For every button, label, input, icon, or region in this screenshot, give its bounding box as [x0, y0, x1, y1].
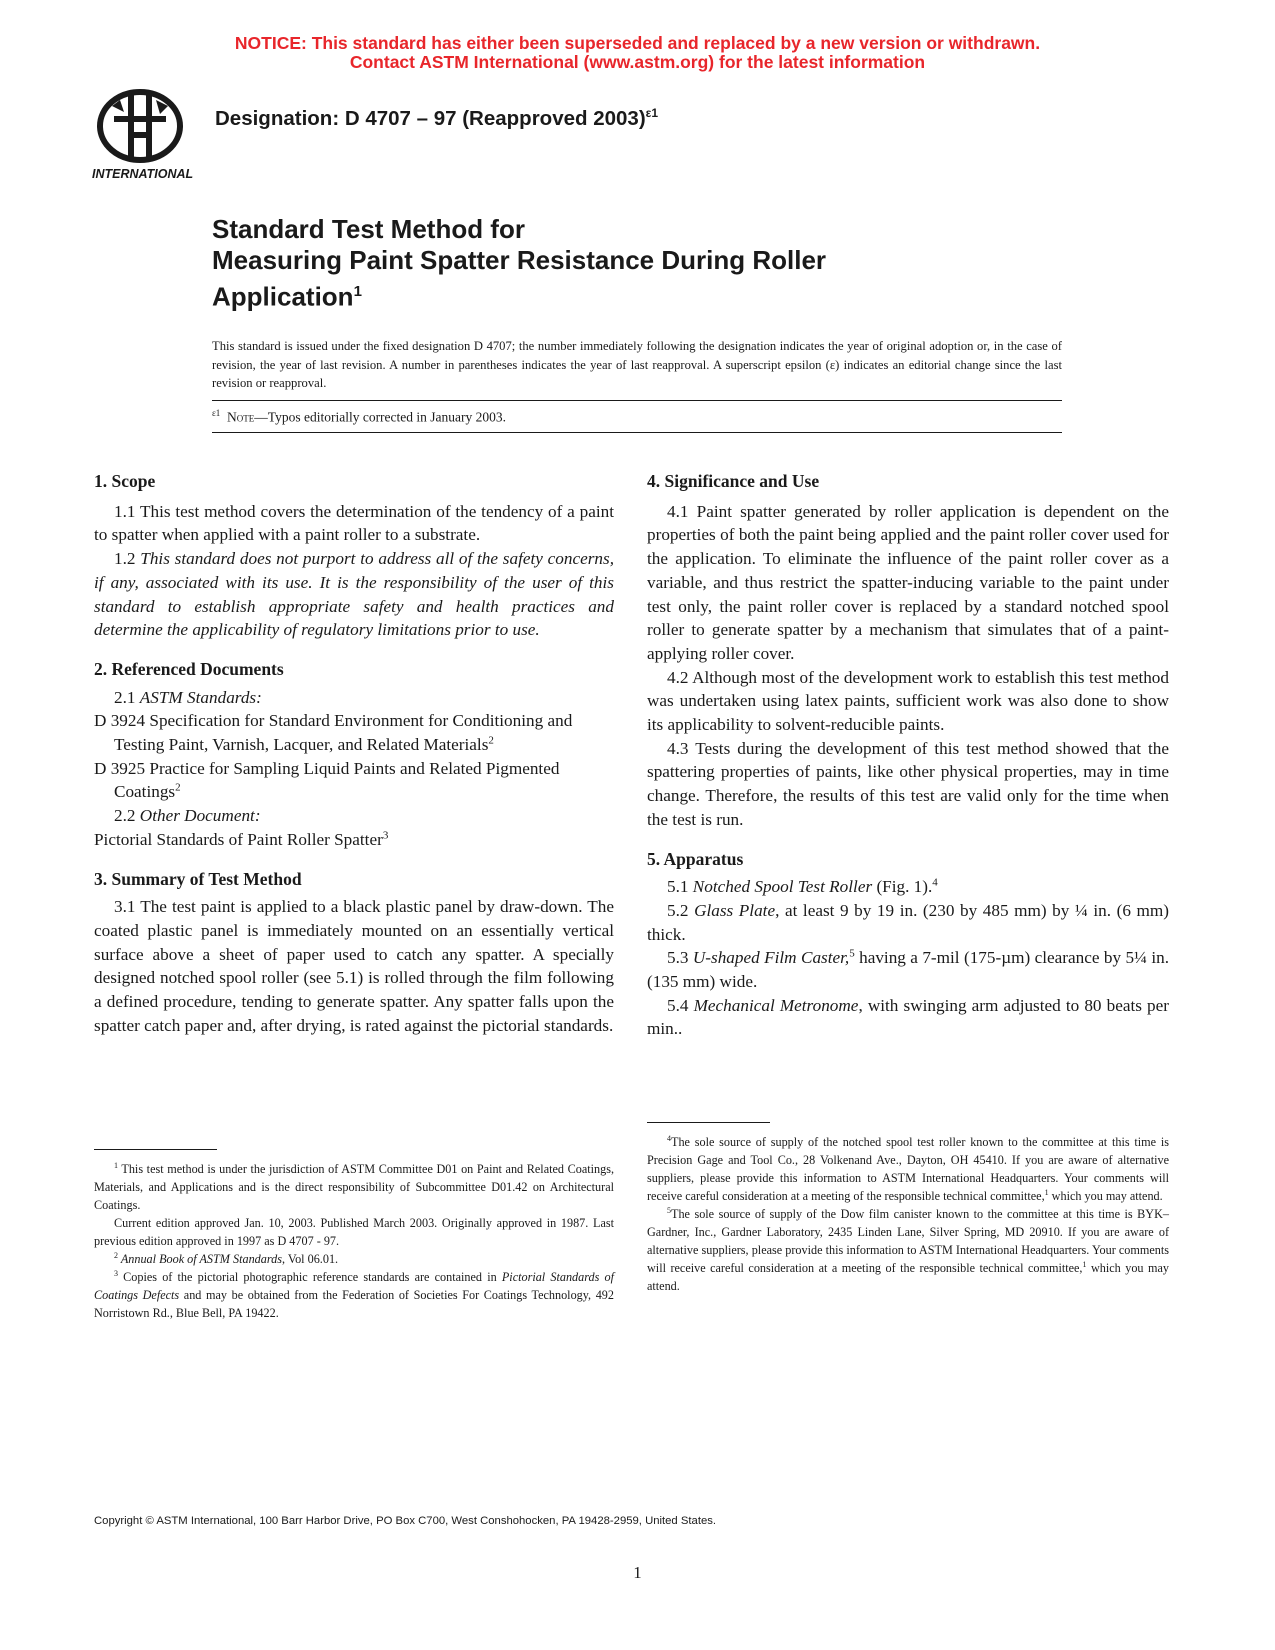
para-2-2: [94, 804, 614, 828]
para-4-2: 4.2 Although most of the development work to establish this test method was undertaken using latex paints, sufficient work was also done to show its applicability to solvent-reducible paints.: [647, 667, 1169, 735]
para-1-2-text: This standard does not purport to address all of the safety concerns, if any, associated with its use. It is the responsibility of the user of this standard to establish appropriate safety and health practices and determine the applicability of regulatory limitations prior to use.: [94, 549, 615, 640]
footnote-rule-right: [647, 1122, 770, 1123]
section-5-heading: 5. Apparatus: [647, 848, 744, 869]
para-1-1: 1.1 This test method covers the determination of the tendency of a paint to spatter when applied with a paint roller to a substrate.: [94, 501, 614, 545]
footnote-4: [647, 1133, 1169, 1205]
footnote-1: [94, 1160, 614, 1214]
right-column: [647, 470, 1169, 1041]
reference-pictorial-text: Pictorial Standards of Paint Roller Spatter: [94, 829, 383, 849]
para-5-4: [647, 994, 1169, 1041]
footnote-2-text: , Vol 06.01.: [281, 1252, 339, 1266]
footnote-5-sup: 5: [667, 1205, 671, 1215]
reference-d3925-text: D 3925 Practice for Sampling Liquid Paints and Related Pigmented Coatings: [94, 758, 560, 802]
title-line-3: Application: [212, 281, 354, 312]
astm-logo-mark: [90, 86, 200, 182]
para-5-3-em: U-shaped Film Caster,: [692, 948, 850, 968]
para-5-4-num: 5.4: [667, 995, 694, 1015]
notice-line-1: NOTICE: This standard has either been superseded and replaced by a new version or withdrawn.: [234, 33, 1041, 53]
para-4-1: 4.1 Paint spatter generated by roller application is dependent on the properties of both the paint being applied and the paint roller cover used for the application. To eliminate the influence of the paint roller cover as a variable, and thus restrict the spatter-inducing variable to the paint under test only, the paint roller cover is replaced by a standard notched spool roller to generate spatter by a mechanism that simulates that of a paint-applying roller cover.: [647, 501, 1169, 663]
footnote-2: [94, 1250, 614, 1268]
footnote-3: [94, 1268, 614, 1322]
reference-d3924-sup: 2: [488, 734, 494, 747]
footnote-2-sup: 2: [114, 1250, 118, 1260]
para-5-2: [647, 899, 1169, 946]
para-5-1: [647, 875, 1169, 899]
para-5-3-text: having a 7-mil (175-µm) clearance by 5¼ in. (135 mm) wide.: [647, 948, 1169, 992]
issued-statement: This standard is issued under the fixed designation D 4707; the number immediately following the designation indicates the year of original adoption or, in the case of revision, the year of last revision. A number in parentheses indicates the year of last reapproval. A superscript epsilon (ε) indicates an editorial change since the last revision or reapproval.: [212, 339, 1062, 390]
supersession-notice: [0, 34, 1275, 72]
editorial-note-label: Note: [227, 409, 255, 425]
para-5-1-text: (Fig. 1).: [872, 877, 933, 897]
footnote-4-end: which you may attend.: [1048, 1189, 1163, 1203]
footnote-5: [647, 1205, 1169, 1295]
para-5-2-em: Glass Plate: [694, 900, 776, 920]
para-5-4-text: , with swinging arm adjusted to 80 beats per min..: [647, 995, 1169, 1039]
para-3-1: 3.1 The test paint is applied to a black plastic panel by draw-down. The coated plastic panel is immediately mounted on an essentially vertical surface above a sheet of paper used to catch any spatter. A specially designed notched spool roller (see 5.1) is rolled through the film following a defined procedure, tending to generate spatter. Any spatter falls upon the spatter catch paper and, after drying, is rated against the pictorial standards.: [94, 897, 614, 1035]
page-number: 1: [633, 1563, 642, 1582]
section-3-heading: 3. Summary of Test Method: [94, 868, 302, 889]
footnote-4-sup: 4: [667, 1133, 671, 1143]
left-column: [94, 470, 614, 1037]
footnote-4-sup-2: 1: [1044, 1187, 1049, 1197]
document-title: [212, 214, 826, 313]
footnote-3-text-b: and may be obtained from the Federation of Societies For Coatings Technology, 492 Norristown Rd., Blue Bell, PA 19422.: [94, 1288, 614, 1320]
para-1-2-num: 1.2: [114, 549, 141, 569]
section-4-heading: 4. Significance and Use: [647, 471, 820, 491]
para-5-3-num: 5.3: [667, 948, 693, 968]
footnotes-left: [94, 1160, 614, 1322]
footnote-rule-left: [94, 1149, 217, 1150]
para-5-4-em: Mechanical Metronome: [693, 995, 859, 1015]
footnote-3-sup: 3: [114, 1268, 118, 1278]
logo-international-text: INTERNATIONAL: [92, 167, 194, 181]
copyright-line: Copyright © ASTM International, 100 Barr Harbor Drive, PO Box C700, West Conshohocken, PA 19428-2959, United States.: [94, 1515, 717, 1527]
divider-top: [212, 400, 1062, 401]
footnote-5-sup-2: 1: [1082, 1259, 1087, 1269]
para-4-3: 4.3 Tests during the development of this test method showed that the spattering properties of paints, like other physical properties, may in time change. Therefore, the results of this test are valid only for the time when the test is run.: [647, 738, 1169, 829]
editorial-note: [212, 408, 506, 426]
footnote-1-sup: 1: [114, 1160, 118, 1170]
para-1-2: [94, 547, 614, 642]
section-1-heading: 1. Scope: [94, 471, 156, 491]
para-2-2-num: 2.2: [114, 806, 140, 826]
title-footnote-ref: 1: [353, 283, 362, 300]
reference-pictorial-sup: 3: [382, 829, 389, 842]
para-5-3-sup: 5: [849, 947, 855, 960]
footnote-3-text-a: Copies of the pictorial photographic reference standards are contained in: [118, 1270, 502, 1284]
para-5-2-num: 5.2: [667, 900, 695, 920]
footnote-4-text: The sole source of supply of the notched spool test roller known to the committee at this time is Precision Gage and Tool Co., 28 Volkenand Ave., Dayton, OH 45410. If you are aware of alternative suppliers, please provide this information to ASTM International Headquarters. Your comments will receive careful consideration at a meeting of the responsible technical committee,: [647, 1135, 1169, 1203]
para-2-1: [94, 686, 614, 710]
reference-d3924: [94, 709, 614, 756]
reference-pictorial: [94, 828, 614, 852]
designation: [215, 106, 658, 131]
designation-text: Designation: D 4707 – 97 (Reapproved 2003): [215, 106, 646, 130]
footnote-3-em: Pictorial Standards of Coatings Defects: [94, 1270, 615, 1302]
reference-d3925: [94, 757, 614, 804]
footnote-1-text: This test method is under the jurisdiction of ASTM Committee D01 on Paint and Related Coatings, Materials, and Applications and is the direct responsibility of Subcommittee D01.42 on Architectural Coatings.: [94, 1162, 614, 1212]
para-2-1-num: 2.1: [114, 687, 140, 707]
footnote-1b: Current edition approved Jan. 10, 2003. Published March 2003. Originally approved in 1987. Last previous edition approved in 1997 as D 4707 - 97.: [94, 1216, 614, 1248]
para-5-2-text: , at least 9 by 19 in. (230 by 485 mm) by ¼ in. (6 mm) thick.: [647, 900, 1169, 944]
title-line-2: Measuring Paint Spatter Resistance During Roller: [212, 245, 827, 275]
section-2-heading: 2. Referenced Documents: [94, 658, 284, 679]
divider-bottom: [212, 432, 1062, 433]
notice-line-2: Contact ASTM International (www.astm.org) for the latest information: [349, 52, 926, 72]
footnote-2-em: Annual Book of ASTM Standards: [118, 1252, 282, 1266]
footnote-5-end: which you may attend.: [647, 1261, 1169, 1293]
reference-d3924-text: D 3924 Specification for Standard Environment for Conditioning and Testing Paint, Varnish, Lacquer, and Related Materials: [94, 711, 573, 755]
para-5-1-sup: 4: [932, 876, 938, 889]
title-line-1: Standard Test Method for: [212, 214, 525, 244]
para-2-2-text: Other Document:: [139, 806, 261, 826]
footnote-5-text: The sole source of supply of the Dow film canister known to the committee at this time is BYK–Gardner, Inc., Gardner Laboratory, 2435 Linden Lane, Silver Spring, MD 20910. If you are aware of alternative suppliers, please provide this information to ASTM International Headquarters. Your comments will receive careful consideration at a meeting of the responsible technical committee,: [647, 1207, 1169, 1275]
para-5-1-em: Notched Spool Test Roller: [692, 877, 873, 897]
footnotes-right: [647, 1133, 1169, 1295]
astm-logo: [90, 86, 200, 182]
editorial-note-epsilon: ε1: [212, 408, 221, 418]
para-5-1-num: 5.1: [667, 877, 693, 897]
reference-d3925-sup: 2: [175, 781, 181, 794]
editorial-note-text: —Typos editorially corrected in January 2003.: [254, 409, 507, 425]
para-5-3: [647, 946, 1169, 993]
designation-epsilon: ε1: [645, 106, 659, 120]
para-2-1-text: ASTM Standards:: [139, 687, 262, 707]
